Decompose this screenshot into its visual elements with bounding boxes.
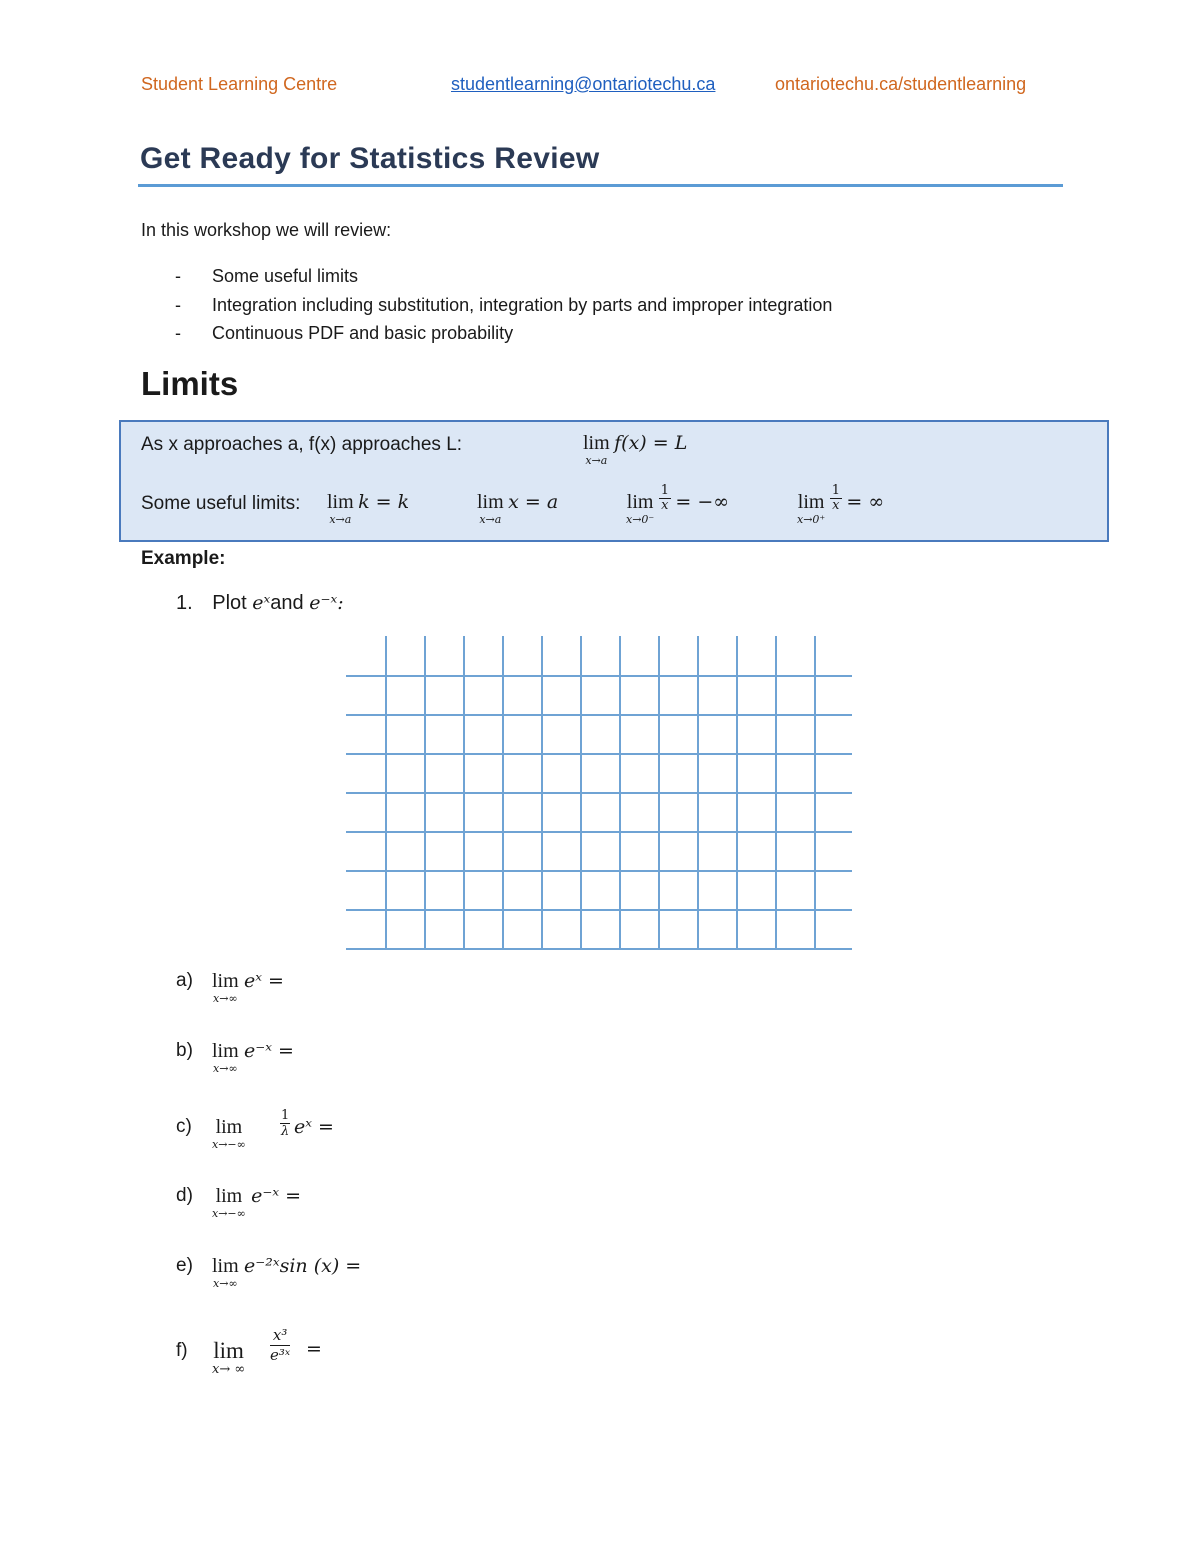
limit-expression: k = k — [358, 491, 410, 513]
fraction-numerator: 1 — [660, 483, 669, 498]
list-item-text: Continuous PDF and basic probability — [212, 323, 514, 343]
useful-limit-4 — [797, 484, 884, 525]
problem-label: a) — [176, 970, 193, 991]
lim-word: lim — [213, 1338, 244, 1363]
lim-operator — [797, 491, 825, 525]
lim-operator — [327, 491, 354, 525]
plot-and: and — [270, 592, 304, 614]
useful-limit-3 — [626, 484, 729, 525]
section-heading-limits: Limits — [141, 365, 239, 402]
problem-e — [176, 1255, 362, 1290]
problem-label: c) — [176, 1116, 192, 1137]
plot-expr-2: e⁻ˣ: — [309, 592, 344, 614]
problem-label: b) — [176, 1040, 193, 1061]
bullet-marker: - — [175, 294, 181, 315]
problem-b — [176, 1040, 294, 1075]
lim-operator — [477, 491, 504, 525]
lim-subscript: x→∞ — [213, 992, 238, 1005]
lim-operator — [626, 491, 654, 525]
bullet-marker: - — [175, 266, 181, 286]
limit-expression: e⁻ˣ = — [251, 1185, 302, 1207]
limit-result: = ∞ — [846, 491, 885, 513]
lim-subscript: x→∞ — [213, 1062, 238, 1075]
lim-word: lim — [477, 491, 504, 513]
lim-operator — [212, 1116, 246, 1150]
lim-word: lim — [215, 1185, 243, 1207]
limit-definition-formula — [583, 432, 687, 466]
fraction — [270, 1326, 290, 1365]
lim-subscript: x→−∞ — [212, 1207, 246, 1220]
lim-word: lim — [212, 1040, 239, 1062]
fraction-numerator: x³ — [270, 1326, 290, 1346]
lim-subscript: x→−∞ — [212, 1138, 246, 1151]
limit-expression: e⁻²ˣsin (x) = — [243, 1255, 362, 1277]
lim-word: lim — [212, 970, 239, 992]
limit-result: = −∞ — [675, 491, 730, 513]
item-number: 1. — [176, 592, 193, 614]
header-site-link[interactable]: ontariotechu.ca/studentlearning — [775, 74, 1027, 94]
limit-expression: e⁻ˣ = — [243, 1040, 294, 1062]
problem-d — [176, 1185, 302, 1220]
limit-definition-text: As x approaches a, f(x) approaches L: — [141, 434, 463, 455]
lim-subscript: x→0⁻ — [626, 513, 655, 526]
page-title: Get Ready for Statistics Review — [140, 142, 600, 175]
lim-subscript: x→a — [329, 513, 352, 526]
lim-word: lim — [583, 432, 610, 454]
fraction-denominator: x — [661, 498, 669, 513]
lim-subscript: x→a — [479, 513, 502, 526]
lim-operator — [212, 970, 239, 1004]
fraction-denominator: x — [832, 498, 840, 513]
bullet-marker: - — [175, 323, 181, 343]
lim-word: lim — [212, 1255, 239, 1277]
useful-limit-1 — [327, 491, 409, 525]
fraction-numerator: 1 — [281, 1108, 290, 1123]
lim-word: lim — [327, 491, 354, 513]
title-divider — [138, 184, 1063, 187]
problem-label: e) — [176, 1255, 193, 1276]
lim-word: lim — [797, 491, 825, 513]
lim-operator — [212, 1185, 246, 1219]
fraction-denominator: e³ˣ — [270, 1346, 291, 1364]
blank-plot-grid[interactable] — [346, 636, 852, 950]
intro-text: In this workshop we will review: — [141, 220, 392, 240]
list-item-text: Some useful limits — [212, 266, 359, 286]
plot-expr-1: eˣ — [252, 592, 271, 614]
limits-definition-box — [119, 420, 1109, 542]
lim-subscript: x→∞ — [213, 1277, 238, 1290]
header-org: Student Learning Centre — [141, 74, 338, 94]
lim-word: lim — [626, 491, 654, 513]
plot-instruction — [176, 592, 344, 615]
lim-operator — [212, 1338, 245, 1375]
problem-label: d) — [176, 1185, 193, 1206]
plot-text: Plot — [212, 592, 247, 614]
useful-limits-label: Some useful limits: — [141, 493, 301, 514]
limit-expression: x = a — [508, 491, 559, 513]
problem-label: f) — [176, 1340, 188, 1361]
lim-operator — [583, 432, 610, 466]
list-item-text: Integration including substitution, integration by parts and improper integration — [212, 294, 833, 315]
fraction-numerator: 1 — [831, 483, 840, 498]
useful-limit-2 — [477, 491, 558, 525]
lim-subscript: x→a — [585, 454, 608, 467]
lim-subscript: x→0⁺ — [797, 513, 826, 526]
example-label: Example: — [141, 548, 226, 569]
limit-expression: = — [306, 1338, 322, 1360]
limit-expression: eˣ = — [243, 970, 284, 992]
fraction — [280, 1108, 290, 1139]
grid-lines — [346, 636, 852, 950]
limit-expression: f(x) = L — [614, 432, 688, 454]
problem-a — [176, 970, 284, 1005]
limit-expression: eˣ = — [294, 1116, 334, 1138]
lim-operator — [212, 1255, 239, 1289]
lim-word: lim — [215, 1116, 243, 1138]
fraction — [830, 484, 842, 513]
lim-operator — [212, 1040, 239, 1074]
header-email-link[interactable]: studentlearning@ontariotechu.ca — [451, 74, 716, 94]
fraction-denominator: λ — [281, 1124, 290, 1139]
fraction — [659, 484, 671, 513]
lim-subscript: x→ ∞ — [212, 1362, 246, 1377]
